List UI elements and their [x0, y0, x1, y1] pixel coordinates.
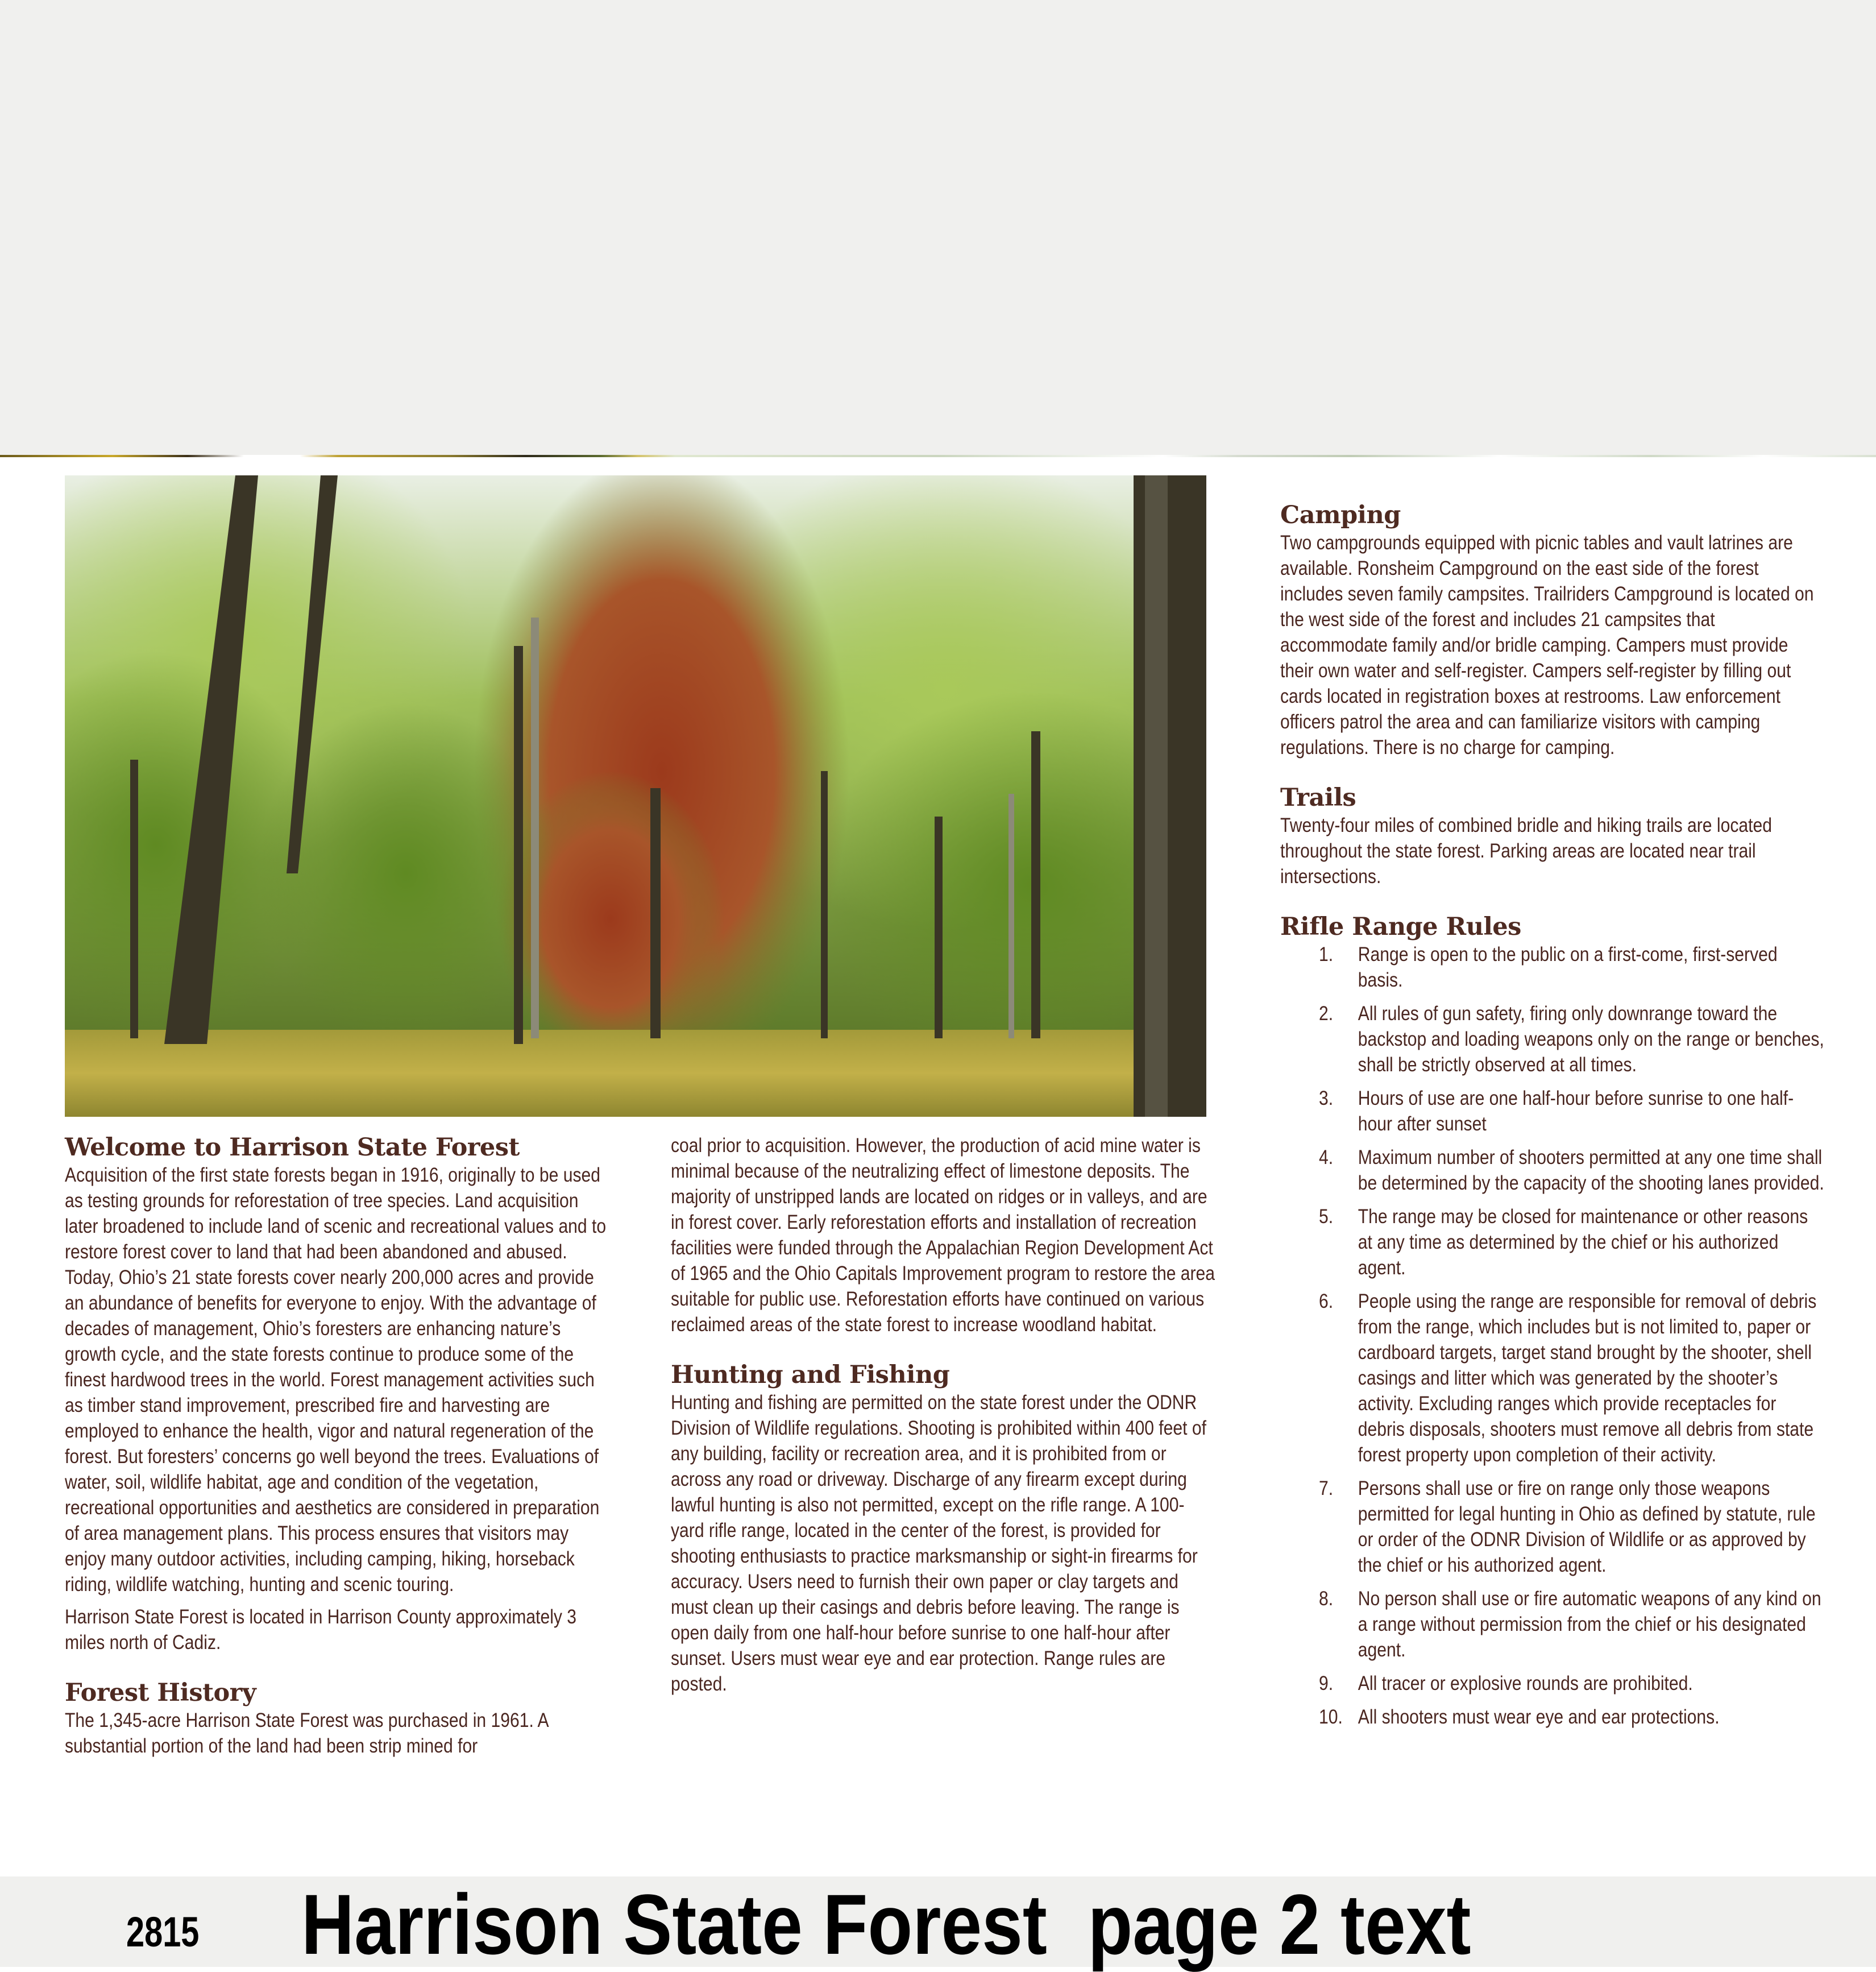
location-paragraph: Harrison State Forest is located in Harrison County approximately 3 miles north of Cadiz. — [65, 1606, 577, 1654]
rule-number: 1. — [1319, 943, 1334, 966]
rule-text: People using the range are responsible for removal of debris from the range, which includes but is not limited to, paper or cardboard targets, target stand brought by the shooter, shell casings and litter which was generated by the shooter’s activity. Excluding ranges which provide receptacles for debris disposals, shooters must remove all debris from state forest property upon completion of their activity. — [1358, 1290, 1817, 1466]
footer-title: Harrison State Forest page 2 text — [301, 1876, 1471, 1972]
forest-history-heading: Forest History — [65, 1679, 256, 1707]
rifle-range-rules-heading: Rifle Range Rules — [1280, 913, 1521, 941]
rule-text: No person shall use or fire automatic weapons of any kind on a range without permission from the chief or his designated agent. — [1358, 1588, 1821, 1661]
rule-item — [1280, 942, 1826, 993]
rule-item — [1280, 1001, 1826, 1078]
left-column — [65, 1133, 611, 1759]
forest-photo-illustration — [65, 475, 1206, 1117]
rule-number: 7. — [1319, 1477, 1334, 1499]
rule-item — [1280, 1586, 1826, 1663]
rule-text: All tracer or explosive rounds are prohibited. — [1358, 1672, 1693, 1695]
trails-heading: Trails — [1280, 784, 1356, 812]
rifle-range-rules-list — [1280, 942, 1826, 1730]
rule-text: The range may be closed for maintenance or other reasons at any time as determined by the chief or his authorized agent. — [1358, 1205, 1808, 1279]
rule-text: Range is open to the public on a first-come, first-served basis. — [1358, 943, 1778, 991]
footer-band — [0, 1876, 1876, 1972]
rule-number: 5. — [1319, 1205, 1334, 1228]
footer-code: 2815 — [126, 1908, 200, 1956]
rule-item — [1280, 1476, 1826, 1578]
rule-text: Persons shall use or fire on range only those weapons permitted for legal hunting in Ohio as defined by statute, rule or order of the ODNR Division of Wildlife or as approved by the chief or his authorized agent. — [1358, 1477, 1816, 1576]
rule-number: 4. — [1319, 1146, 1334, 1169]
hunting-fishing-paragraph: Hunting and fishing are permitted on the state forest under the ODNR Division of Wildlife regulations. Shooting is prohibited within 400 feet of any building, facility or recreation area, and it is prohibited from or across any road or driveway. Discharge of any firearm except during lawful hunting is also not permitted, except on the rifle range. A 100-yard rifle range, located in the center of the forest, is provided for shooting enthusiasts to practice marksmanship or sight-in firearms for accuracy. Users need to furnish their own paper or clay targets and must clean up their casings and debris before leaving. The range is open daily from one half-hour before sunrise to one half-hour after sunset. Users must wear eye and ear protection. Range rules are posted. — [671, 1391, 1206, 1695]
top-blank-band — [0, 0, 1876, 455]
camping-heading: Camping — [1280, 501, 1401, 529]
welcome-heading: Welcome to Harrison State Forest — [65, 1133, 520, 1162]
rule-number: 10. — [1319, 1706, 1343, 1728]
rule-item — [1280, 1704, 1826, 1730]
trails-paragraph: Twenty-four miles of combined bridle and hiking trails are located throughout the state forest. Parking areas are located near trail intersections. — [1280, 814, 1772, 888]
forest-history-paragraph-continued: coal prior to acquisition. However, the production of acid mine water is minimal because of the neutralizing effect of limestone deposits. The majority of unstripped lands are located on ridges or in valleys, and are in forest cover. Early reforestation efforts and installation of recreation facilities were funded through the Appalachian Region Development Act of 1965 and the Ohio Capitals Improvement program to restore the area suitable for public use. Reforestation efforts have continued on various reclaimed areas of the state forest to increase woodland habitat. — [671, 1134, 1215, 1336]
image-bleed-strip — [0, 455, 1876, 457]
rule-item — [1280, 1086, 1826, 1137]
rule-item — [1280, 1671, 1826, 1696]
right-column — [1280, 500, 1826, 1738]
rule-number: 2. — [1319, 1002, 1334, 1025]
rule-item — [1280, 1145, 1826, 1196]
rule-text: All shooters must wear eye and ear protections. — [1358, 1706, 1720, 1728]
welcome-paragraph: Acquisition of the first state forests began in 1916, originally to be used as testing grounds for reforestation of tree species. Land acquisition later broadened to include land of scenic and recreational values and to restore forest cover to land that had been abandoned and abused. Today, Ohio’s 21 state forests cover nearly 200,000 acres and provide an abundance of benefits for everyone to enjoy. With the advantage of decades of management, Ohio’s foresters are enhancing nature’s growth cycle, and the state forests continue to produce some of the finest hardwood trees in the world. Forest management activities such as timber stand improvement, prescribed fire and harvesting are employed to enhance the health, vigor and natural regeneration of the forest. But foresters’ concerns go well beyond the trees. Evaluations of water, soil, wildlife habitat, age and condition of the vegetation, recreational opportunities and aesthetics are considered in preparation of area management plans. This process ensures that visitors may enjoy many outdoor activities, including camping, hiking, horseback riding, wildlife watching, hunting and scenic touring. — [65, 1164, 607, 1596]
middle-column — [671, 1133, 1217, 1697]
rule-number: 6. — [1319, 1290, 1334, 1312]
forest-history-paragraph-start: The 1,345-acre Harrison State Forest was purchased in 1961. A substantial portion of the land had been strip mined for — [65, 1709, 548, 1757]
rule-text: Hours of use are one half-hour before sunrise to one half-hour after sunset — [1358, 1087, 1794, 1135]
rule-item — [1280, 1204, 1826, 1281]
rule-item — [1280, 1289, 1826, 1468]
camping-paragraph: Two campgrounds equipped with picnic tables and vault latrines are available. Ronsheim Campground on the east side of the forest includes seven family campsites. Trailriders Campground is located on the west side of the forest and includes 21 campsites that accommodate family and/or bridle camping. Campers must provide their own water and self-register. Campers self-register by filling out cards located in registration boxes at restrooms. Law enforcement officers patrol the area and can familiarize visitors with camping regulations. There is no charge for camping. — [1280, 532, 1814, 759]
rule-text: All rules of gun safety, firing only downrange toward the backstop and loading weapons only on the range or benches, shall be strictly observed at all times. — [1358, 1002, 1824, 1076]
forest-photo — [65, 475, 1206, 1117]
hunting-fishing-heading: Hunting and Fishing — [671, 1361, 950, 1389]
rule-number: 9. — [1319, 1672, 1334, 1695]
rule-number: 8. — [1319, 1588, 1334, 1610]
rule-text: Maximum number of shooters permitted at any one time shall be determined by the capacity of the shooting lanes provided. — [1358, 1146, 1824, 1194]
rule-number: 3. — [1319, 1087, 1334, 1109]
